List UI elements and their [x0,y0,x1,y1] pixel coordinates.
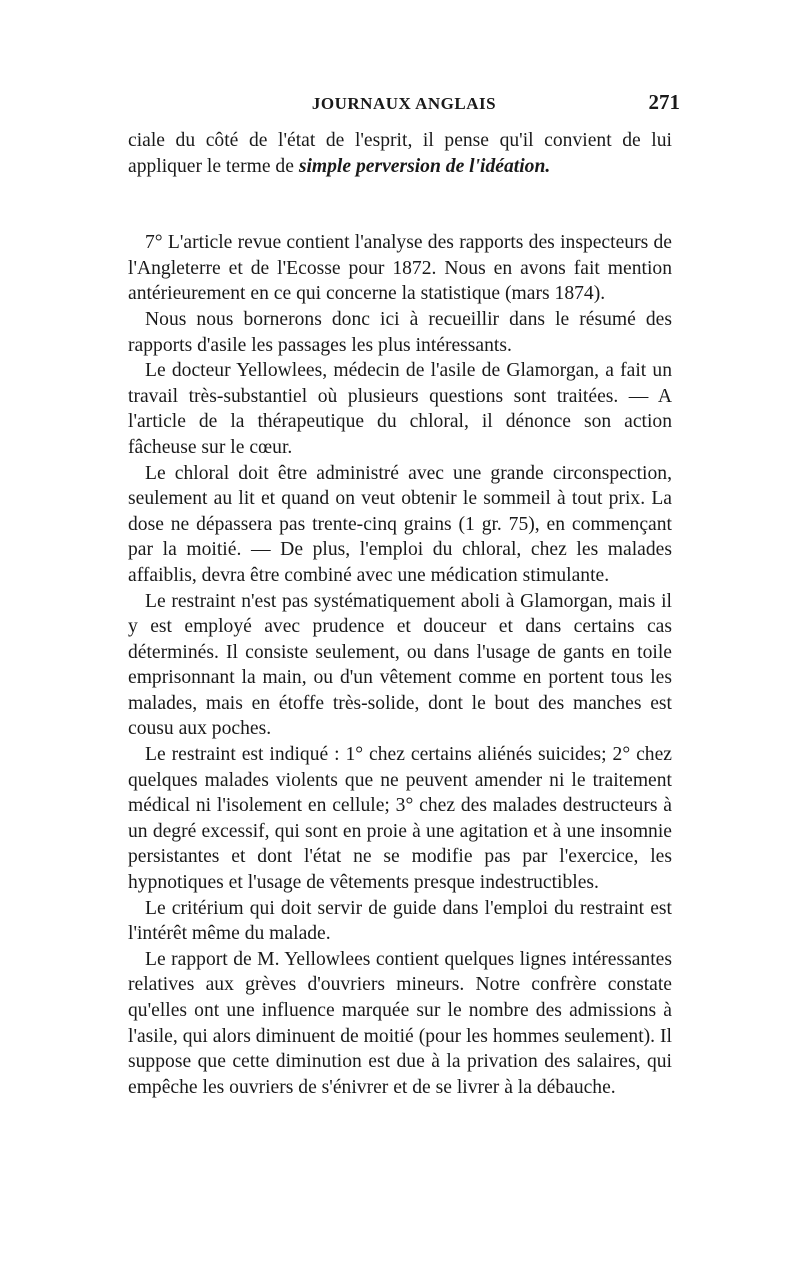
continuation-text: ciale du côté de l'état de l'esprit, il pense qu'il convient de lui appliquer le terme de [128,130,672,177]
emphasized-term: simple perversion de l'idéation. [298,155,551,177]
page-number: 271 [648,90,680,114]
section-7-paragraph: 7° L'article revue contient l'analyse des rapports des inspecteurs de l'Angleterre et de l'Ecosse pour 1872. Nous en avons fait mention antérieurement en ce qui concerne la statistique (mars 1874). [128,232,672,305]
paragraph-mining-strikes: Le rapport de M. Yellowlees contient quelques lignes intéressantes relatives aux grèves d'ouvriers mineurs. Notre confrère constate qu'elles ont une influence marquée sur le nombre des admissions à l'asile, qui alors diminuent de moitié (pour les hommes seulement). Il suppose que cette diminution est due à la privation des salaires, qui empêche les ouvriers de s'énivrer et de se livrer à la débauche. [128,948,672,1098]
continuation-paragraph [128,128,672,179]
paragraph-chloral-dose: Le chloral doit être administré avec une grande circonspection, seulement au lit et quand on veut obtenir le sommeil à tout prix. La dose ne dépassera pas trente-cinq grains (1 gr. 75), en commençant par la moitié. — De plus, l'emploi du chloral, chez les malades affaiblis, devra être combiné avec une médication stimulante. [128,462,672,586]
paragraph-resume: Nous nous bornerons donc ici à recueillir dans le résumé des rapports d'asile les passages les plus intéressants. [128,308,672,356]
paragraph-yellowlees-chloral: Le docteur Yellowlees, médecin de l'asile de Glamorgan, a fait un travail très-substantiel où plusieurs questions sont traitées. — A l'article de la thérapeutique du chloral, il dénonce son action fâcheuse sur le cœur. [128,360,672,458]
paragraph-restraint-glamorgan: Le restraint n'est pas systématiquement aboli à Glamorgan, mais il y est employé avec prudence et douceur et dans certains cas déterminés. Il consiste seulement, ou dans l'usage de gants en toile emprisonnant la main, ou d'un vêtement comme en portent tous les malades, mais en étoffe très-solide, dont le bout des manches est cousu aux poches. [128,590,672,740]
paragraph-restraint-indications: Le restraint est indiqué : 1° chez certains aliénés suicides; 2° chez quelques malades violents que ne peuvent amender ni le traitement médical ni l'isolement en cellule; 3° chez des malades destructeurs à un degré excessif, qui sont en proie à une agitation et à une insomnie persistantes et dont l'état ne se modifie pas par l'exercice, les hypnotiques et l'usage de vêtements presque indestructibles. [128,744,672,894]
page-body [128,128,672,1100]
running-header [128,90,680,124]
running-title: JOURNAUX ANGLAIS [311,94,497,113]
paragraph-criterium: Le critérium qui doit servir de guide dans l'emploi du restraint est l'intérêt même du malade. [128,897,672,945]
